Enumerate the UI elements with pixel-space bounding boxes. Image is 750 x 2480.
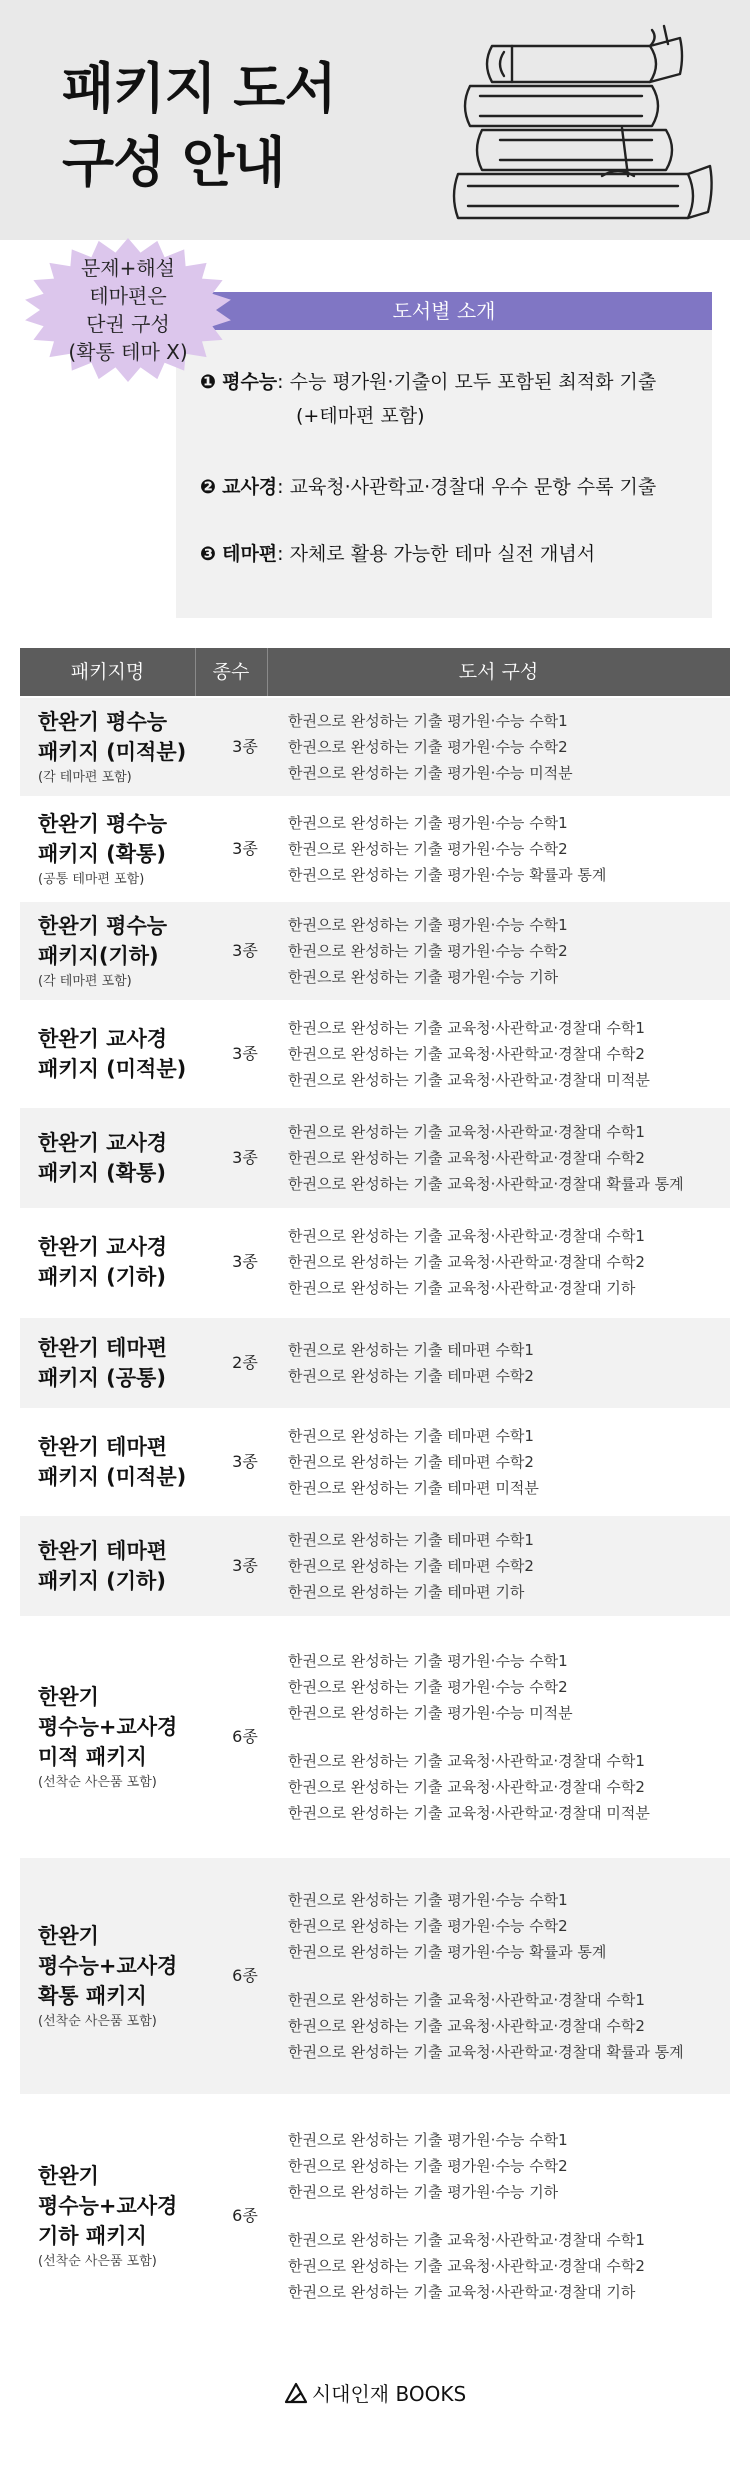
- book-title: 한권으로 완성하는 기출 교육청·사관학교·경찰대 확률과 통계: [288, 1175, 684, 1193]
- package-name-line: 패키지 (기하): [38, 1569, 166, 1593]
- intro-item-pyeongsuneung: [200, 365, 656, 399]
- book-title: 한권으로 완성하는 기출 교육청·사관학교·경찰대 수학1: [288, 2231, 645, 2249]
- book-count: 3종: [232, 1556, 258, 1575]
- book-title: 한권으로 완성하는 기출 교육청·사관학교·경찰대 수학1: [288, 1752, 645, 1770]
- book-title: 한권으로 완성하는 기출 교육청·사관학교·경찰대 수학2: [288, 2257, 645, 2275]
- package-note: (선착순 사은품 포함): [38, 2254, 157, 2269]
- package-name-line: 한완기 테마편: [38, 1539, 168, 1563]
- book-count: 3종: [232, 1044, 258, 1063]
- book-title: 한권으로 완성하는 기출 교육청·사관학교·경찰대 수학1: [288, 1991, 645, 2009]
- brand-name: 시대인재 BOOKS: [311, 2382, 467, 2406]
- table-row: [20, 1318, 730, 1408]
- book-title: 한권으로 완성하는 기출 테마편 수학2: [288, 1367, 534, 1385]
- table-row: [20, 1412, 730, 1512]
- package-name-line: 패키지 (미적분): [38, 740, 187, 764]
- burst-text: [22, 254, 234, 366]
- package-name-line: 한완기 테마편: [38, 1336, 168, 1360]
- book-title: 한권으로 완성하는 기출 평가원·수능 확률과 통계: [288, 866, 607, 884]
- book-list-cell: [288, 698, 573, 796]
- book-title: 한권으로 완성하는 기출 교육청·사관학교·경찰대 수학1: [288, 1019, 645, 1037]
- intro-item-desc: : 교육청·사관학교·경찰대 우수 문항 수록 기출: [277, 476, 657, 498]
- book-list-cell: [288, 1212, 645, 1312]
- title-line-2: 구성 안내: [62, 131, 285, 194]
- package-name-cell: [38, 902, 218, 1000]
- book-count: 3종: [232, 839, 258, 858]
- book-title: 한권으로 완성하는 기출 테마편 수학2: [288, 1557, 534, 1575]
- book-list-cell: [288, 1620, 650, 1854]
- intro-item-note: (+테마편 포함): [296, 405, 425, 427]
- table-row: [20, 902, 730, 1000]
- book-list-cell: [288, 1318, 534, 1408]
- book-count: 6종: [232, 2206, 258, 2225]
- book-count: 6종: [232, 1966, 258, 1985]
- book-title: 한권으로 완성하는 기출 테마편 미적분: [288, 1479, 539, 1497]
- package-name-line: 평수능+교사경: [38, 1954, 178, 1978]
- package-note: (선착순 사은품 포함): [38, 1775, 157, 1790]
- book-count: 2종: [232, 1353, 258, 1372]
- burst-line: 테마편은: [89, 284, 167, 308]
- group-spacer: [288, 1965, 684, 1987]
- book-count: 6종: [232, 1727, 258, 1746]
- book-list-cell: [288, 1858, 684, 2094]
- book-title: 한권으로 완성하는 기출 평가원·수능 수학1: [288, 1652, 568, 1670]
- book-title: 한권으로 완성하는 기출 평가원·수능 수학2: [288, 738, 568, 756]
- book-title: 한권으로 완성하는 기출 테마편 수학1: [288, 1427, 534, 1445]
- package-name-cell: [38, 2098, 218, 2334]
- column-header-package: 패키지명: [70, 661, 145, 683]
- package-name-line: 한완기: [38, 1924, 99, 1948]
- package-name-line: 기하 패키지: [38, 2224, 147, 2248]
- book-title: 한권으로 완성하는 기출 교육청·사관학교·경찰대 수학2: [288, 1778, 645, 1796]
- package-name-line: 한완기 평수능: [38, 710, 168, 734]
- book-title: 한권으로 완성하는 기출 평가원·수능 확률과 통계: [288, 1943, 607, 1961]
- book-title: 한권으로 완성하는 기출 교육청·사관학교·경찰대 기하: [288, 2283, 636, 2301]
- book-title: 한권으로 완성하는 기출 교육청·사관학교·경찰대 기하: [288, 1279, 636, 1297]
- book-list-cell: [288, 1516, 534, 1616]
- book-count: 3종: [232, 1452, 258, 1471]
- brand-mark-icon: [284, 2382, 308, 2404]
- table-row: [20, 1004, 730, 1104]
- group-spacer: [288, 1726, 650, 1748]
- table-row: [20, 800, 730, 898]
- table-row: [20, 1212, 730, 1312]
- table-row: [20, 698, 730, 796]
- book-title: 한권으로 완성하는 기출 테마편 수학1: [288, 1531, 534, 1549]
- notice-burst-badge: [22, 236, 234, 384]
- table-row: [20, 2098, 730, 2334]
- package-name-line: 평수능+교사경: [38, 2194, 178, 2218]
- book-count: 3종: [232, 1148, 258, 1167]
- book-title: 한권으로 완성하는 기출 교육청·사관학교·경찰대 미적분: [288, 1071, 650, 1089]
- intro-item-name: 테마편: [222, 543, 278, 565]
- book-title: 한권으로 완성하는 기출 평가원·수능 수학1: [288, 916, 568, 934]
- book-title: 한권으로 완성하는 기출 평가원·수능 미적분: [288, 764, 573, 782]
- book-title: 한권으로 완성하는 기출 평가원·수능 수학2: [288, 1678, 568, 1696]
- package-name-line: 한완기 평수능: [38, 914, 168, 938]
- package-name-cell: [38, 1108, 218, 1208]
- book-count: 3종: [232, 737, 258, 756]
- package-name-line: 패키지(기하): [38, 944, 159, 968]
- intro-item-temapyeon: [200, 537, 595, 571]
- package-name-cell: [38, 1516, 218, 1616]
- book-title: 한권으로 완성하는 기출 평가원·수능 수학2: [288, 942, 568, 960]
- book-title: 한권으로 완성하는 기출 평가원·수능 수학1: [288, 2131, 568, 2149]
- package-name-cell: [38, 1004, 218, 1104]
- book-title: 한권으로 완성하는 기출 평가원·수능 기하: [288, 968, 559, 986]
- package-name-line: 한완기 교사경: [38, 1027, 168, 1051]
- package-name-cell: [38, 1412, 218, 1512]
- package-name-cell: [38, 1620, 218, 1854]
- book-title: 한권으로 완성하는 기출 교육청·사관학교·경찰대 수학1: [288, 1227, 645, 1245]
- book-list-cell: [288, 1004, 650, 1104]
- intro-item-desc: : 수능 평가원·기출이 모두 포함된 최적화 기출: [277, 371, 657, 393]
- marker-3: ❸: [200, 543, 217, 565]
- package-name-line: 한완기 평수능: [38, 812, 168, 836]
- book-title: 한권으로 완성하는 기출 평가원·수능 수학2: [288, 1917, 568, 1935]
- book-title: 한권으로 완성하는 기출 교육청·사관학교·경찰대 수학2: [288, 1253, 645, 1271]
- book-list-cell: [288, 1412, 539, 1512]
- book-title: 한권으로 완성하는 기출 교육청·사관학교·경찰대 수학2: [288, 1045, 645, 1063]
- book-title: 한권으로 완성하는 기출 테마편 수학2: [288, 1453, 534, 1471]
- book-title: 한권으로 완성하는 기출 교육청·사관학교·경찰대 미적분: [288, 1804, 650, 1822]
- package-name-cell: [38, 1318, 218, 1408]
- marker-1: ❶: [200, 371, 217, 393]
- book-title: 한권으로 완성하는 기출 평가원·수능 수학2: [288, 2157, 568, 2175]
- package-name-line: 한완기 교사경: [38, 1235, 168, 1259]
- book-title: 한권으로 완성하는 기출 평가원·수능 수학2: [288, 840, 568, 858]
- title-line-1: 패키지 도서: [62, 57, 336, 120]
- table-row: [20, 1620, 730, 1854]
- table-row: [20, 1858, 730, 2094]
- hero-banner: [0, 0, 750, 240]
- package-name-line: 패키지 (기하): [38, 1265, 166, 1289]
- package-note: (각 테마편 포함): [38, 770, 132, 785]
- package-name-line: 패키지 (공통): [38, 1366, 166, 1390]
- intro-item-name: 평수능: [222, 371, 278, 393]
- package-name-line: 평수능+교사경: [38, 1715, 178, 1739]
- book-title: 한권으로 완성하는 기출 평가원·수능 수학1: [288, 1891, 568, 1909]
- package-note: (선착순 사은품 포함): [38, 2014, 157, 2029]
- column-header-books: 도서 구성: [458, 661, 539, 683]
- table-header: [20, 648, 730, 696]
- book-title: 한권으로 완성하는 기출 테마편 수학1: [288, 1341, 534, 1359]
- package-name-cell: [38, 698, 218, 796]
- package-name-line: 패키지 (확통): [38, 842, 166, 866]
- book-list-cell: [288, 800, 606, 898]
- book-title: 한권으로 완성하는 기출 교육청·사관학교·경찰대 수학2: [288, 2017, 645, 2035]
- table-row: [20, 1108, 730, 1208]
- book-title: 한권으로 완성하는 기출 평가원·수능 기하: [288, 2183, 559, 2201]
- book-title: 한권으로 완성하는 기출 평가원·수능 수학1: [288, 712, 568, 730]
- package-name-cell: [38, 800, 218, 898]
- package-name-line: 한완기 교사경: [38, 1131, 168, 1155]
- package-name-line: 패키지 (미적분): [38, 1057, 187, 1081]
- package-name-line: 한완기 테마편: [38, 1435, 168, 1459]
- book-count: 3종: [232, 1252, 258, 1271]
- book-count: 3종: [232, 941, 258, 960]
- package-name-cell: [38, 1212, 218, 1312]
- package-name-cell: [38, 1858, 218, 2094]
- package-note: (각 테마편 포함): [38, 974, 132, 989]
- intro-item-desc: : 자체로 활용 가능한 테마 실전 개념서: [277, 543, 596, 565]
- marker-2: ❷: [200, 476, 217, 498]
- package-name-line: 확통 패키지: [38, 1984, 147, 2008]
- book-intro-header: 도서별 소개: [176, 292, 712, 330]
- book-title: 한권으로 완성하는 기출 평가원·수능 수학1: [288, 814, 568, 832]
- burst-line: (확통 테마 X): [68, 340, 188, 364]
- package-name-line: 한완기: [38, 1685, 99, 1709]
- book-title: 한권으로 완성하는 기출 교육청·사관학교·경찰대 수학1: [288, 1123, 645, 1141]
- brand-logo: [284, 2378, 466, 2407]
- book-list-cell: [288, 902, 568, 1000]
- package-name-line: 한완기: [38, 2164, 99, 2188]
- book-stack-illustration: [452, 16, 720, 234]
- column-header-count: 종수: [212, 661, 250, 683]
- book-list-cell: [288, 1108, 684, 1208]
- book-title: 한권으로 완성하는 기출 평가원·수능 미적분: [288, 1704, 573, 1722]
- package-note: (공통 테마편 포함): [38, 872, 145, 887]
- table-row: [20, 1516, 730, 1616]
- package-name-line: 패키지 (미적분): [38, 1465, 187, 1489]
- burst-line: 문제+해설: [80, 256, 176, 280]
- intro-item-name: 교사경: [222, 476, 278, 498]
- burst-line: 단권 구성: [86, 312, 170, 336]
- book-list-cell: [288, 2098, 645, 2334]
- book-title: 한권으로 완성하는 기출 교육청·사관학교·경찰대 수학2: [288, 1149, 645, 1167]
- package-name-line: 패키지 (확통): [38, 1161, 166, 1185]
- page-title: [62, 52, 336, 200]
- book-title: 한권으로 완성하는 기출 테마편 기하: [288, 1583, 525, 1601]
- group-spacer: [288, 2205, 645, 2227]
- intro-item-gyosagyeong: [200, 470, 656, 504]
- book-title: 한권으로 완성하는 기출 교육청·사관학교·경찰대 확률과 통계: [288, 2043, 684, 2061]
- package-name-line: 미적 패키지: [38, 1745, 147, 1769]
- footer: [0, 2378, 750, 2408]
